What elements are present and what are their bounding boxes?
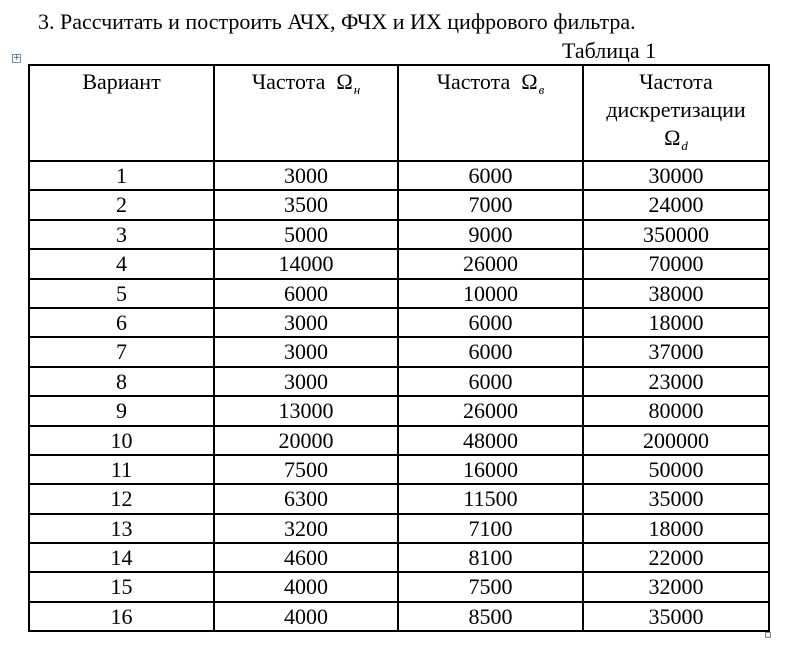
omega-symbol: Ω [336, 69, 353, 94]
table-row [29, 220, 769, 249]
cell-freq-sample: 35000 [583, 602, 769, 631]
table-row [29, 161, 769, 190]
table-row [29, 190, 769, 219]
cell-freq-sample: 30000 [583, 161, 769, 190]
cell-variant: 2 [29, 190, 214, 219]
cell-variant: 13 [29, 514, 214, 543]
cell-freq-high: 11500 [398, 484, 583, 513]
cell-variant: 8 [29, 367, 214, 396]
cell-freq-low: 20000 [214, 426, 398, 455]
cell-freq-high: 6000 [398, 337, 583, 366]
omega-symbol: Ω [664, 125, 681, 150]
cell-freq-high: 7000 [398, 190, 583, 219]
header-variant [29, 65, 214, 161]
cell-variant: 4 [29, 249, 214, 278]
table-row [29, 426, 769, 455]
cell-freq-sample: 80000 [583, 396, 769, 425]
cell-freq-sample: 70000 [583, 249, 769, 278]
cell-freq-sample: 24000 [583, 190, 769, 219]
cell-freq-sample: 38000 [583, 279, 769, 308]
cell-freq-sample: 18000 [583, 308, 769, 337]
cell-variant: 10 [29, 426, 214, 455]
cell-variant: 3 [29, 220, 214, 249]
cell-variant: 5 [29, 279, 214, 308]
table-row [29, 396, 769, 425]
cell-freq-high: 6000 [398, 161, 583, 190]
cell-freq-sample: 32000 [583, 572, 769, 601]
cell-freq-high: 26000 [398, 249, 583, 278]
cell-variant: 12 [29, 484, 214, 513]
cell-variant: 11 [29, 455, 214, 484]
cell-freq-high: 26000 [398, 396, 583, 425]
cell-freq-high: 10000 [398, 279, 583, 308]
cell-variant: 15 [29, 572, 214, 601]
cell-freq-low: 3200 [214, 514, 398, 543]
cell-freq-low: 3000 [214, 367, 398, 396]
cell-freq-low: 3000 [214, 161, 398, 190]
table-row [29, 543, 769, 572]
cell-freq-high: 16000 [398, 455, 583, 484]
omega-subscript: н [353, 82, 361, 97]
cell-freq-sample: 200000 [583, 426, 769, 455]
cell-freq-low: 5000 [214, 220, 398, 249]
table-row [29, 308, 769, 337]
cell-freq-low: 3000 [214, 308, 398, 337]
table-row [29, 455, 769, 484]
cell-freq-high: 9000 [398, 220, 583, 249]
move-cross-icon[interactable]: + [13, 53, 21, 63]
header-freq-low-label: Частота [251, 69, 326, 94]
cell-freq-low: 13000 [214, 396, 398, 425]
cell-variant: 16 [29, 602, 214, 631]
header-freq-high [398, 65, 583, 161]
header-freq-high-label: Частота [436, 69, 511, 94]
table-row [29, 337, 769, 366]
cell-variant: 6 [29, 308, 214, 337]
omega-subscript: в [538, 82, 545, 97]
cell-freq-high: 6000 [398, 367, 583, 396]
header-freq-low [214, 65, 398, 161]
cell-freq-sample: 18000 [583, 514, 769, 543]
omega-subscript: d [681, 138, 688, 153]
cell-variant: 14 [29, 543, 214, 572]
cell-freq-high: 48000 [398, 426, 583, 455]
table-caption: Таблица 1 [562, 38, 657, 63]
table-row [29, 279, 769, 308]
table-row [29, 367, 769, 396]
cell-freq-sample: 50000 [583, 455, 769, 484]
cell-freq-sample: 22000 [583, 543, 769, 572]
header-variant-label: Вариант [82, 69, 161, 94]
cell-variant: 7 [29, 337, 214, 366]
cell-freq-low: 3000 [214, 337, 398, 366]
cell-variant: 9 [29, 396, 214, 425]
table-row [29, 602, 769, 631]
cell-freq-low: 6300 [214, 484, 398, 513]
cell-freq-high: 8100 [398, 543, 583, 572]
cell-freq-sample: 23000 [583, 367, 769, 396]
table-row [29, 514, 769, 543]
task-heading: 3. Рассчитать и построить АЧХ, ФЧХ и ИХ цифрового фильтра. [38, 9, 636, 34]
cell-freq-sample: 35000 [583, 484, 769, 513]
omega-symbol: Ω [521, 69, 538, 94]
cell-freq-low: 14000 [214, 249, 398, 278]
cell-freq-high: 7500 [398, 572, 583, 601]
cell-freq-low: 6000 [214, 279, 398, 308]
cell-variant: 1 [29, 161, 214, 190]
table-row [29, 572, 769, 601]
header-freq-sample [583, 65, 769, 161]
cell-freq-sample: 37000 [583, 337, 769, 366]
cell-freq-high: 8500 [398, 602, 583, 631]
cell-freq-low: 4000 [214, 602, 398, 631]
header-freq-sample-line2: дискретизации [606, 97, 746, 122]
table-row [29, 484, 769, 513]
table-header-row [29, 65, 769, 161]
cell-freq-low: 4000 [214, 572, 398, 601]
header-freq-sample-line1: Частота [639, 69, 713, 94]
table-row [29, 249, 769, 278]
cell-freq-high: 7100 [398, 514, 583, 543]
cell-freq-low: 4600 [214, 543, 398, 572]
cell-freq-sample: 350000 [583, 220, 769, 249]
cell-freq-high: 6000 [398, 308, 583, 337]
cell-freq-low: 3500 [214, 190, 398, 219]
cell-freq-low: 7500 [214, 455, 398, 484]
table-resize-handle[interactable] [765, 632, 771, 638]
frequency-table [28, 64, 770, 632]
